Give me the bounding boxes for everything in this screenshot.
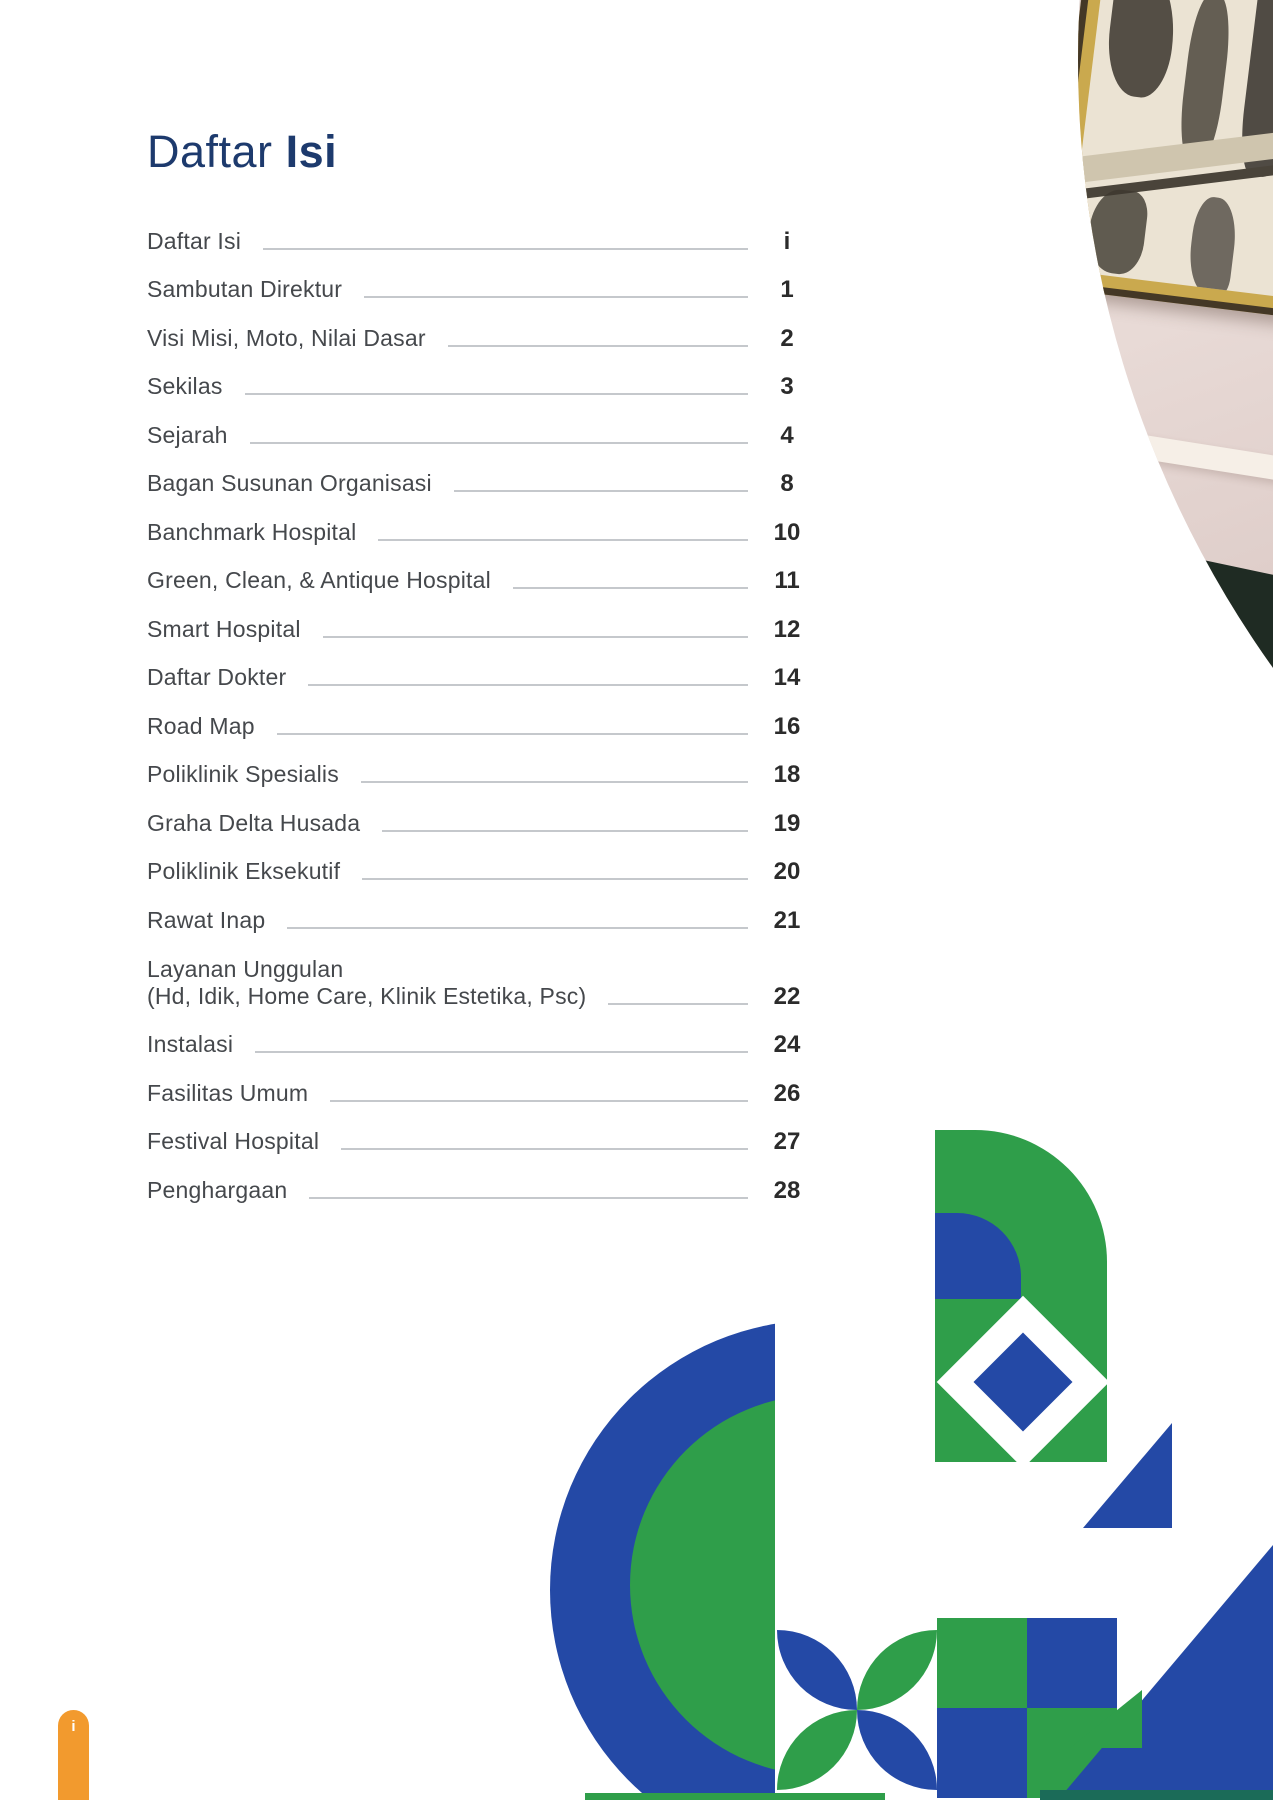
toc-entry-label: Poliklinik Spesialis (147, 761, 339, 787)
toc-entry[interactable] (147, 303, 818, 352)
deco-petal (857, 1710, 937, 1790)
toc-page-number: 1 (780, 276, 794, 303)
leader-line (513, 587, 748, 589)
toc-entry[interactable] (147, 352, 818, 401)
leader-line (245, 393, 748, 395)
toc-entry[interactable] (147, 594, 818, 643)
toc-entry[interactable] (147, 1058, 818, 1107)
leader-line (330, 1100, 748, 1102)
leader-line (454, 490, 748, 492)
page-number-tab (58, 1710, 89, 1800)
bottom-bar-teal (1040, 1790, 1273, 1800)
leader-line (255, 1051, 748, 1053)
artwork-mark (1185, 195, 1239, 297)
toc-entry-label: Fasilitas Umum (147, 1079, 309, 1106)
leader-line (341, 1148, 748, 1150)
toc-entry-label: Penghargaan (147, 1176, 288, 1203)
page-title-regular: Daftar (147, 126, 273, 177)
toc-entry-label: Graha Delta Husada (147, 809, 361, 836)
leader-line (263, 248, 748, 250)
toc-page-number: 2 (780, 324, 794, 352)
toc-page-number: 18 (773, 761, 801, 788)
deco-checker-cell (937, 1618, 1027, 1708)
leader-line (362, 878, 748, 880)
toc-entry-label: Green, Clean, & Antique Hospital (147, 567, 491, 593)
toc-entry[interactable] (147, 740, 818, 789)
deco-ring-cluster (535, 1290, 775, 1800)
leader-line (277, 733, 748, 735)
toc-entry[interactable] (147, 400, 818, 449)
toc-entry[interactable] (147, 885, 818, 934)
toc-page-number: 10 (773, 518, 801, 546)
toc-page-number: 16 (773, 712, 801, 740)
toc-page-number: 19 (773, 809, 801, 837)
page-title-bold: Isi (285, 126, 338, 177)
photo-dark-band (1091, 544, 1273, 777)
leader-line (382, 830, 748, 832)
toc-entry-label: Daftar Isi (147, 227, 242, 254)
page-title (147, 126, 337, 178)
toc-entry[interactable] (147, 691, 818, 740)
framed-picture-artwork (1067, 0, 1273, 297)
toc-page-number: 12 (773, 615, 801, 643)
toc-page-number: 14 (773, 664, 801, 691)
deco-petal (777, 1630, 857, 1710)
toc-entry[interactable] (147, 1155, 818, 1204)
toc-page-number: 27 (773, 1128, 801, 1155)
deco-checker-cell (937, 1708, 1027, 1798)
toc-page-number: i (783, 227, 791, 255)
toc-entry-label: Road Map (147, 712, 255, 739)
toc-entry[interactable] (147, 934, 818, 1010)
toc-page-number: 8 (780, 470, 794, 497)
toc-entry-label: Visi Misi, Moto, Nilai Dasar (147, 324, 426, 351)
toc-entry[interactable] (147, 643, 818, 692)
leader-line (323, 636, 748, 638)
toc-entry[interactable] (147, 1107, 818, 1156)
toc-entry-label: Layanan Unggulan (Hd, Idik, Home Care, Klinik Estetika, Psc) (147, 955, 587, 1009)
toc-page-number: 28 (773, 1176, 801, 1204)
toc-page-number: 4 (780, 421, 794, 449)
toc-entry[interactable] (147, 1010, 818, 1059)
wall-ledge (1023, 416, 1273, 491)
toc-entry[interactable] (147, 206, 818, 255)
hero-photo (995, 0, 1273, 672)
toc-page-number: 20 (773, 858, 801, 885)
deco-petal (777, 1710, 857, 1790)
toc-page-number: 24 (773, 1031, 801, 1058)
toc-page-number: 26 (773, 1079, 801, 1107)
framed-picture (1046, 0, 1273, 318)
leader-line (448, 345, 748, 347)
toc-page-number: 21 (773, 906, 801, 934)
toc-page-number: 22 (773, 982, 801, 1010)
toc-entry-label: Sejarah (147, 421, 228, 448)
toc-entry[interactable] (147, 497, 818, 546)
leader-line (608, 1003, 748, 1005)
toc-entry-label: Daftar Dokter (147, 664, 287, 690)
toc-entry-label: Sekilas (147, 373, 223, 399)
leader-line (361, 781, 748, 783)
leader-line (309, 1197, 748, 1199)
toc-entry-label: Bagan Susunan Organisasi (147, 470, 432, 496)
toc-page-number: 3 (780, 373, 794, 400)
toc-entry-label: Smart Hospital (147, 615, 301, 642)
toc-entry[interactable] (147, 255, 818, 304)
toc-entry[interactable] (147, 449, 818, 498)
table-of-contents (147, 206, 818, 1204)
toc-entry-label: Rawat Inap (147, 906, 266, 933)
toc-entry[interactable] (147, 837, 818, 886)
toc-entry[interactable] (147, 788, 818, 837)
artwork-mark (1084, 186, 1149, 276)
toc-entry-label: Banchmark Hospital (147, 518, 357, 545)
toc-entry-label: Instalasi (147, 1031, 234, 1057)
leader-line (378, 539, 748, 541)
artwork-mark (1102, 0, 1182, 100)
bottom-bar-green (585, 1793, 885, 1800)
leader-line (308, 684, 748, 686)
leader-line (364, 296, 748, 298)
toc-entry-label: Sambutan Direktur (147, 276, 343, 302)
leader-line (287, 927, 748, 929)
toc-entry-label: Festival Hospital (147, 1128, 320, 1154)
toc-entry-label: Poliklinik Eksekutif (147, 858, 341, 884)
toc-page-number: 11 (774, 567, 800, 594)
leader-line (250, 442, 748, 444)
deco-petal (857, 1630, 937, 1710)
page-number: i (71, 1718, 76, 1735)
deco-checker-cell (1027, 1618, 1117, 1708)
toc-entry[interactable] (147, 546, 818, 595)
